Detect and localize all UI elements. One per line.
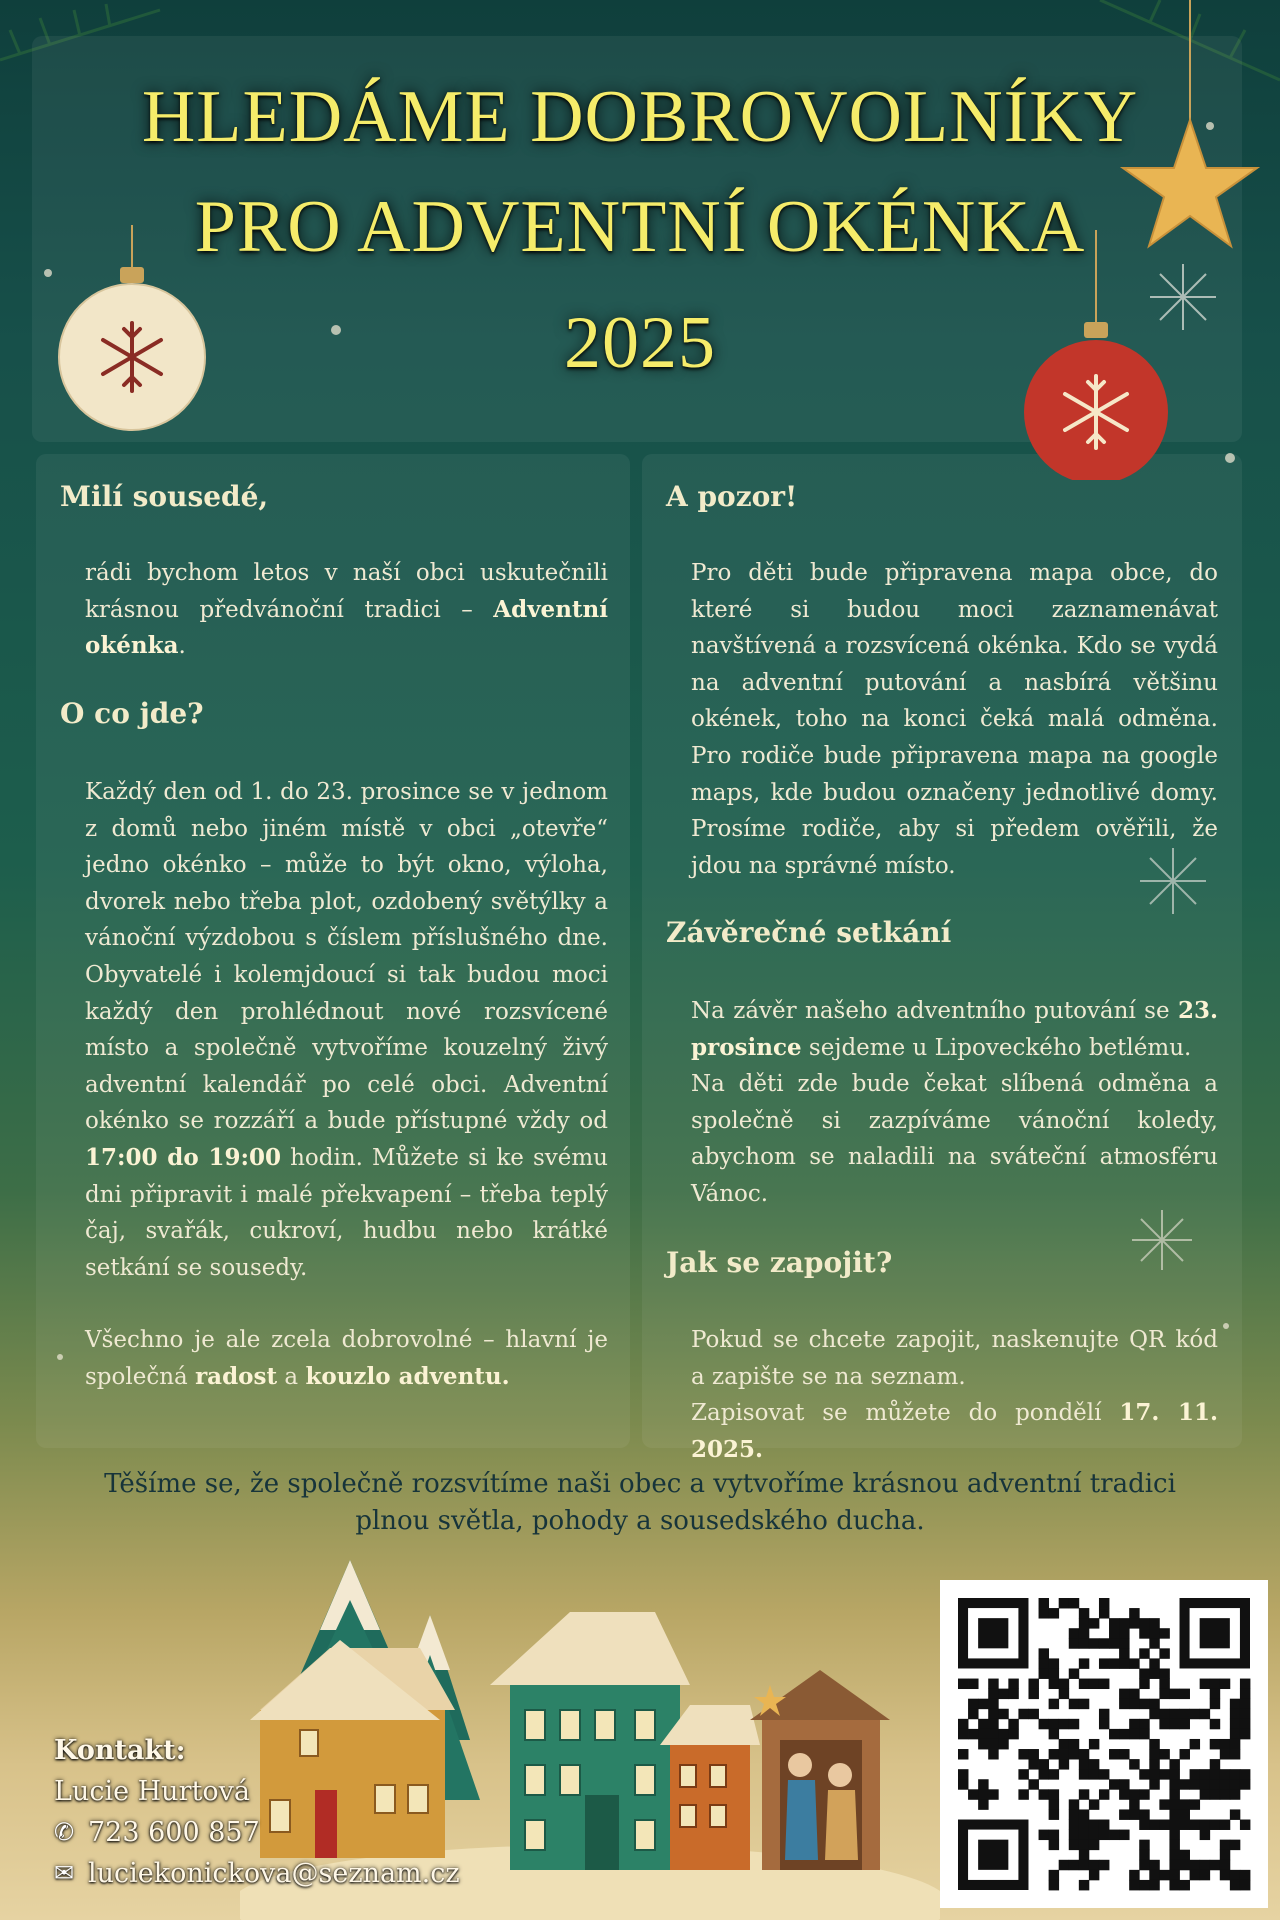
sparkle-icon — [1130, 1208, 1194, 1272]
contact-phone-row — [54, 1812, 460, 1853]
attention-paragraph: Pro děti bude připravena mapa obce, do které si budou moci zaznamenávat navštívená a rozsvícená okénka. Kdo se vydá na adventní putování a nasbírá většinu okének, toho na konci čeká malá odměna. Pro rodiče bude připravena mapa na google maps, kde budou označeny jednotlivé domy. Prosíme rodiče, aby si předem ověřili, že jdou na správné místo. — [691, 560, 1218, 879]
contact-label: Kontakt: — [54, 1735, 186, 1766]
closing-text: Těšíme se, že společně rozsvítíme naši obec a vytvoříme krásnou adventní tradici plnou světla, pohody a sousedského ducha. — [104, 1469, 1176, 1536]
final-meeting-paragraph: Na závěr našeho adventního putování se 23. prosince sejdeme u Lipoveckého betlému. Na děti zde bude čekat slíbená odměna a společně si zazpíváme vánoční koledy, abychom se naladili na sváteční atmosféru Vánoc. — [691, 997, 1218, 1207]
qr-code-graphic — [940, 1580, 1268, 1908]
join-heading: Jak se zapojit? — [666, 1246, 893, 1279]
contact-email[interactable]: luciekonickova@seznam.cz — [88, 1858, 460, 1889]
envelope-icon: ✉ — [54, 1859, 75, 1887]
title-year: 2025 — [564, 302, 716, 384]
final-meeting-heading: Závěrečné setkání — [666, 916, 952, 949]
qr-code[interactable] — [940, 1580, 1268, 1908]
contact-name: Lucie Hurtová — [54, 1776, 250, 1807]
contact-email-row — [54, 1853, 460, 1894]
phone-icon: ✆ — [54, 1818, 75, 1846]
title-line-1: HLEDÁME DOBROVOLNÍKY — [141, 76, 1139, 158]
join-paragraph: Pokud se chcete zapojit, naskenujte QR kód a zapište se na seznam. Zapisovat se můžete do pondělí 17. 11. 2025. — [691, 1327, 1218, 1463]
what-paragraph: Každý den od 1. do 23. prosince se v jednom z domů nebo jiném místě v obci „otevře“ jedno okénko – může to být okno, výloha, dvorek nebo třeba plot, ozdobený světýlky a vánoční výzdobou s číslem příslušného dne. Obyvatelé i kolemjdoucí si tak budou moci každý den prohlédnout nové rozsvícené místo a společně vytvoříme kouzelný živý adventní kalendář po celé obci. Adventní okénko se rozzáří a bude přístupné vždy od 17:00 do 19:00 hodin. Můžete si ke svému dni připravit i malé překvapení – třeba teplý čaj, svařák, cukroví, hudbu nebo krátké setkání se sousedy. — [85, 779, 608, 1281]
contact-block — [54, 1730, 460, 1894]
attention-heading: A pozor! — [666, 480, 798, 513]
greeting-heading: Milí sousedé, — [60, 480, 269, 513]
title-line-2: PRO ADVENTNÍ OKÉNKA — [194, 186, 1086, 268]
what-heading: O co jde? — [60, 697, 204, 730]
intro-paragraph: rádi bychom letos v naší obci uskutečnili krásnou předvánoční tradici – Adventní okénka. — [85, 560, 608, 660]
voluntary-paragraph: Všechno je ale zcela dobrovolné – hlavní je společná radost a kouzlo adventu. — [85, 1327, 608, 1390]
contact-phone[interactable]: 723 600 857 — [88, 1817, 260, 1848]
